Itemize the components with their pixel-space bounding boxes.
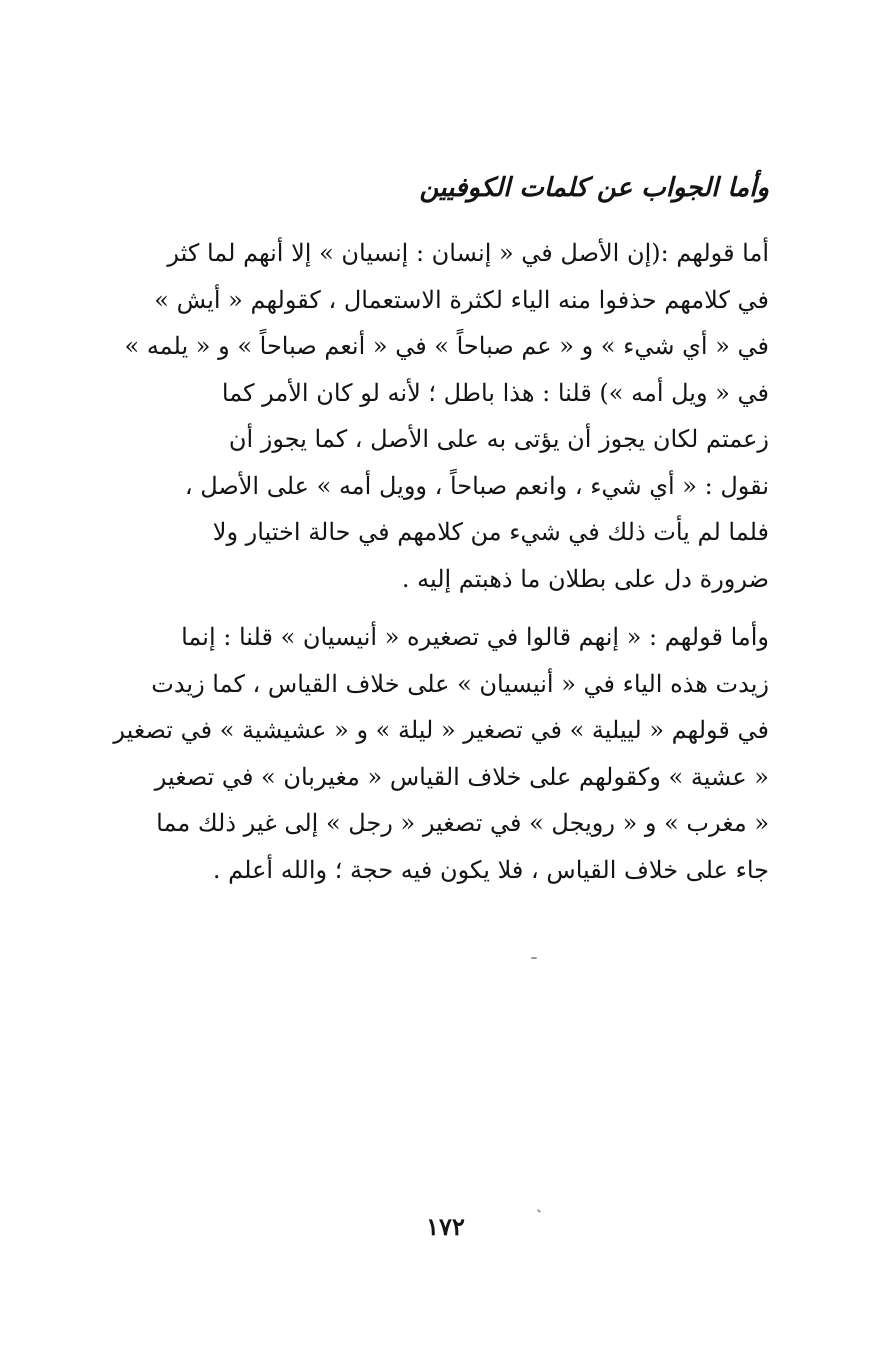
section-heading: وأما الجواب عن كلمات الكوفيين xyxy=(419,173,769,203)
text-line: جاء على خلاف القياس ، فلا يكون فيه حجة ؛ والله أعلم . xyxy=(212,855,769,884)
text-line: فلما لم يأت ذلك في شيء من كلامهم في حالة اختيار ولا xyxy=(212,518,769,546)
text-line: في قولهم « لييلية » في تصغير « ليلة » و « عشيشية » في تصغير xyxy=(113,716,769,744)
page-number: ١٧٢ xyxy=(426,1212,465,1241)
text-line: زعمتم لكان يجوز أن يؤتى به على الأصل ، كما يجوز أن xyxy=(228,425,769,453)
text-line: في « أي شيء » و « عم صباحاً » في « أنعم صباحاً » و « يلمه » xyxy=(124,332,769,360)
text-line: ضرورة دل على بطلان ما ذهبتم إليه . xyxy=(401,564,769,593)
text-line: في « ويل أمه ») قلنا : هذا باطل ؛ لأنه لو كان الأمر كما xyxy=(221,378,769,407)
text-line: نقول : « أي شيء ، وانعم صباحاً ، وويل أمه » على الأصل ، xyxy=(184,471,769,500)
text-line: « مغرب » و « رويجل » في تصغير « رجل » إلى غير ذلك مما xyxy=(156,809,769,837)
text-line: في كلامهم حذفوا منه الياء لكثرة الاستعمال ، كقولهم « أيش » xyxy=(154,285,769,314)
scan-speck xyxy=(531,957,537,959)
paragraph-2 xyxy=(97,614,769,893)
text-line: أما قولهم :(إن الأصل في « إنسان : إنسيان » إلا أنهم لما كثر xyxy=(167,239,769,267)
text-line: « عشية » وكقولهم على خلاف القياس « مغيربان » في تصغير xyxy=(154,762,769,791)
paragraph-1 xyxy=(97,230,769,602)
text-line: زيدت هذه الياء في « أنيسيان » على خلاف القياس ، كما زيدت xyxy=(151,669,769,698)
text-line: وأما قولهم : « إنهم قالوا في تصغيره « أنيسيان » قلنا : إنما xyxy=(181,623,769,651)
